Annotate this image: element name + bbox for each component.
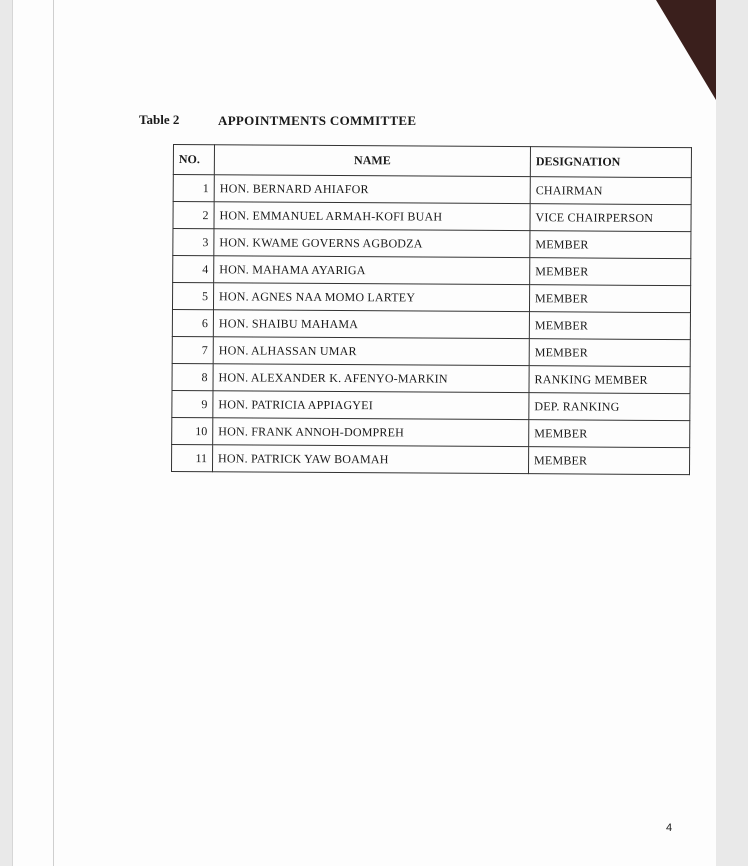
row-number: 5: [172, 283, 213, 310]
row-number: 10: [172, 417, 213, 444]
member-name: HON. EMMANUEL ARMAH-KOFI BUAH: [214, 202, 530, 231]
row-number: 6: [172, 309, 213, 336]
member-designation: MEMBER: [529, 420, 690, 448]
table-row: [172, 417, 690, 447]
member-designation: MEMBER: [529, 285, 690, 313]
table-row: [173, 202, 691, 232]
row-number: 8: [172, 363, 213, 390]
member-name: HON. ALEXANDER K. AFENYO-MARKIN: [213, 364, 529, 393]
member-name: HON. BERNARD AHIAFOR: [214, 175, 530, 204]
row-number: 3: [173, 229, 214, 256]
member-designation: RANKING MEMBER: [529, 366, 690, 394]
table-row: [172, 363, 690, 393]
table-row: [171, 444, 689, 474]
table-row: [173, 229, 691, 259]
committee-table: [171, 144, 692, 475]
page-edge-line: [53, 0, 54, 866]
member-designation: MEMBER: [530, 258, 691, 286]
member-name: HON. KWAME GOVERNS AGBODZA: [214, 229, 530, 258]
member-designation: MEMBER: [529, 339, 690, 367]
row-number: 9: [172, 390, 213, 417]
member-designation: MEMBER: [529, 312, 690, 340]
row-number: 11: [171, 444, 212, 471]
member-designation: DEP. RANKING: [529, 393, 690, 421]
row-number: 2: [173, 202, 214, 229]
member-name: HON. MAHAMA AYARIGA: [214, 256, 530, 285]
member-designation: MEMBER: [530, 231, 691, 259]
member-name: HON. PATRICIA APPIAGYEI: [213, 391, 529, 420]
table-row: [173, 175, 691, 205]
header-name: NAME: [214, 145, 530, 177]
page-number: 4: [666, 822, 673, 834]
document-page: [12, 0, 716, 866]
header-designation: DESIGNATION: [530, 147, 691, 178]
row-number: 1: [173, 175, 214, 202]
member-name: HON. ALHASSAN UMAR: [213, 337, 529, 366]
member-name: HON. FRANK ANNOH-DOMPREH: [213, 418, 529, 447]
row-number: 7: [172, 336, 213, 363]
member-designation: CHAIRMAN: [530, 177, 691, 205]
table-title: APPOINTMENTS COMMITTEE: [218, 113, 417, 128]
table-row: [173, 256, 691, 286]
member-name: HON. SHAIBU MAHAMA: [213, 310, 529, 339]
member-designation: VICE CHAIRPERSON: [530, 204, 691, 232]
table-row: [172, 283, 690, 313]
header-no: NO.: [173, 145, 214, 175]
member-designation: MEMBER: [528, 447, 689, 475]
table-caption: Table 2: [139, 112, 180, 127]
dark-corner-shadow: [656, 0, 716, 100]
row-number: 4: [173, 256, 214, 283]
member-name: HON. AGNES NAA MOMO LARTEY: [213, 283, 529, 312]
table-header-row: [173, 145, 691, 178]
table-row: [172, 390, 690, 420]
member-name: HON. PATRICK YAW BOAMAH: [212, 445, 528, 474]
table-row: [172, 309, 690, 339]
table-row: [172, 336, 690, 366]
